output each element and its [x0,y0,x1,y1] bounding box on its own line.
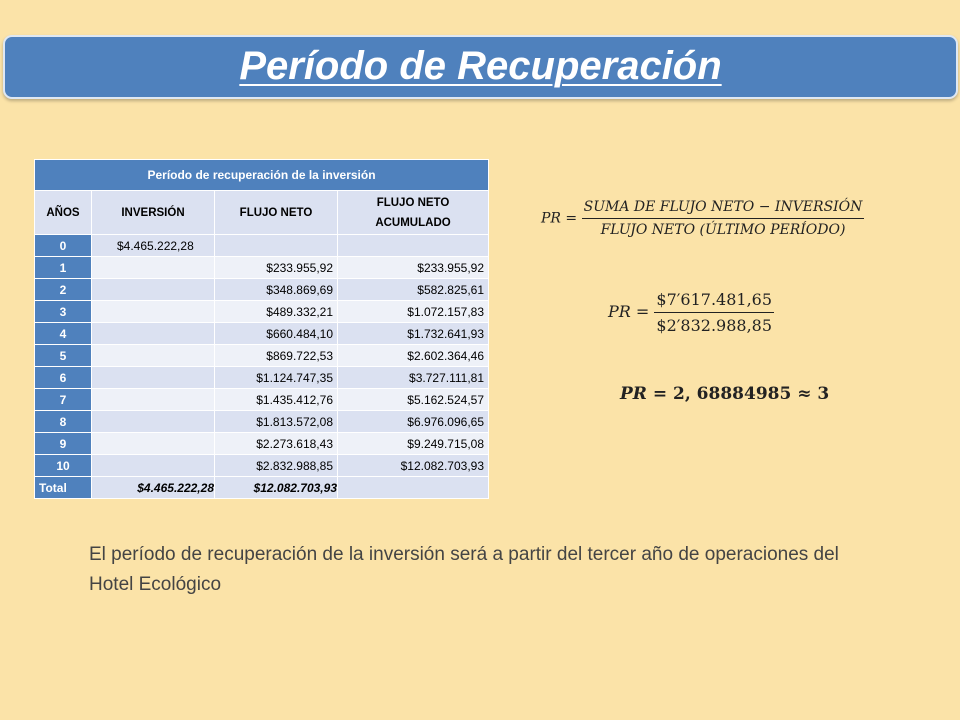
formula-result [620,384,829,404]
year-cell: 4 [35,323,92,345]
net-flow-cell: $489.332,21 [215,301,338,323]
accumulated-cell: $12.082.703,93 [338,455,489,477]
accumulated-cell: $3.727.111,81 [338,367,489,389]
accumulated-cell: $2.602.364,46 [338,345,489,367]
accumulated-cell: $5.162.524,57 [338,389,489,411]
conclusion-text: El período de recuperación de la inversión será a partir del tercer año de operaciones del Hotel Ecológico [89,544,839,595]
year-cell: 1 [35,257,92,279]
total-accumulated [338,477,489,499]
table-row [35,279,489,301]
year-cell: 10 [35,455,92,477]
formula-result-rhs: = 2, 68884985 ≈ 3 [652,384,830,404]
net-flow-cell [215,235,338,257]
net-flow-cell: $1.124.747,35 [215,367,338,389]
table-row [35,455,489,477]
accumulated-cell: $233.955,92 [338,257,489,279]
table-row [35,345,489,367]
total-investment: $4.465.222,28 [92,477,215,499]
formula-definition-lhs: PR = [541,210,578,227]
investment-cell [92,279,215,301]
net-flow-cell: $2.273.618,43 [215,433,338,455]
table-row [35,235,489,257]
table-total-row [35,477,489,499]
year-cell: 9 [35,433,92,455]
net-flow-cell: $660.484,10 [215,323,338,345]
table-row [35,323,489,345]
accumulated-cell: $1.072.157,83 [338,301,489,323]
year-cell: 7 [35,389,92,411]
table-row [35,433,489,455]
investment-cell [92,433,215,455]
table-header-row [35,191,489,235]
table-row [35,367,489,389]
table-row [35,257,489,279]
year-cell: 6 [35,367,92,389]
net-flow-cell: $1.435.412,76 [215,389,338,411]
year-cell: 0 [35,235,92,257]
year-cell: 8 [35,411,92,433]
net-flow-cell: $233.955,92 [215,257,338,279]
formula-values-fraction [654,290,774,335]
investment-cell [92,345,215,367]
investment-table [34,159,489,499]
total-net-flow: $12.082.703,93 [215,477,338,499]
year-cell: 5 [35,345,92,367]
net-flow-cell: $348.869,69 [215,279,338,301]
investment-cell [92,257,215,279]
table-caption-row [35,160,489,191]
formula-values-numerator: $7′617.481,65 [654,290,774,313]
investment-cell [92,367,215,389]
table-row [35,301,489,323]
year-cell: 2 [35,279,92,301]
header-accumulated-flow: FLUJO NETO ACUMULADO [338,191,489,235]
investment-cell [92,411,215,433]
formula-definition-fraction [582,199,865,238]
table-row [35,411,489,433]
header-investment: INVERSIÓN [92,191,215,235]
header-net-flow: FLUJO NETO [215,191,338,235]
table-caption: Período de recuperación de la inversión [35,160,489,191]
accumulated-cell: $9.249.715,08 [338,433,489,455]
accumulated-cell: $582.825,61 [338,279,489,301]
title-banner [3,35,958,99]
header-years: AÑOS [35,191,92,235]
net-flow-cell: $2.832.988,85 [215,455,338,477]
investment-cell [92,323,215,345]
accumulated-cell [338,235,489,257]
accumulated-cell: $1.732.641,93 [338,323,489,345]
total-label: Total [35,477,92,499]
accumulated-cell: $6.976.096,65 [338,411,489,433]
investment-cell [92,389,215,411]
year-cell: 3 [35,301,92,323]
formula-result-lhs: PR [620,384,647,404]
investment-cell [92,455,215,477]
net-flow-cell: $869.722,53 [215,345,338,367]
formula-values-denominator: $2′832.988,85 [656,316,773,335]
formula-values [608,290,774,335]
net-flow-cell: $1.813.572,08 [215,411,338,433]
formula-definition-numerator: SUMA DE FLUJO NETO − INVERSIÓN [582,199,865,219]
investment-cell: $4.465.222,28 [92,235,215,257]
formula-definition-denominator: FLUJO NETO (ÚLTIMO PERÍODO) [600,222,846,238]
investment-cell [92,301,215,323]
formula-values-lhs: PR = [608,302,650,321]
slide-title: Período de Recuperación [239,44,722,88]
formula-definition [541,199,864,238]
table-row [35,389,489,411]
